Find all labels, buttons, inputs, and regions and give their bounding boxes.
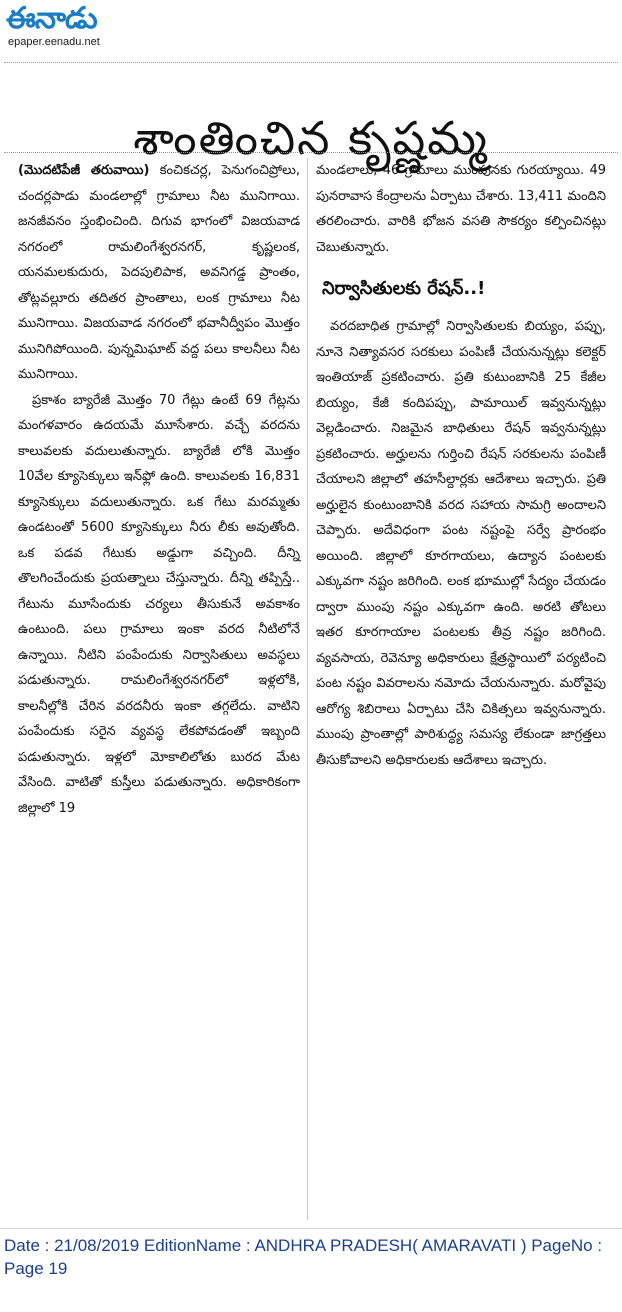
edition-footer: Date : 21/08/2019 EditionName : ANDHRA PRADESH( AMARAVATI ) PageNo : Page 19 [4, 1236, 603, 1278]
article-headline: శాంతించిన కృష్ణమ్మ [133, 110, 489, 165]
article-column-right [316, 158, 606, 773]
column-divider [307, 158, 308, 1220]
article-subheading: నిర్వాసితులకు రేషన్..! [322, 278, 486, 299]
article-column-left [18, 158, 300, 821]
continuation-tag: (మొదటిపేజీ తరువాయి) [18, 163, 150, 178]
paragraph-1-text: కంచికచర్ల, పెనుగంచిప్రోలు, చందర్లపాడు మండలాల్లో గ్రామాలు నీట మునిగాయి. జనజీవనం స్తంభించింది. దిగువ భాగంలో విజయవాడ నగరంలో రామలింగేశ్వరనగర్, కృష్ణలంక, యనమలకుదురు, పెదపులిపాక, అవనిగడ్డ ప్రాంతం, తోట్లవల్లూరు తదితర ప్రాంతాలు, లంక గ్రామాలు నీట మునిగాయి. విజయవాడ నగరంలో భవానీద్వీపం మొత్తం మునిగిపోయింది. పున్నమిఘాట్ వద్ద పలు కాలనీలు నీట మునిగాయి. [18, 163, 300, 382]
headline-divider [4, 152, 618, 153]
masthead-divider [4, 62, 618, 63]
paragraph-2: ప్రకాశం బ్యారేజీ మొత్తం 70 గేట్లు ఉంటే 69 గేట్లను మంగళవారం ఉదయమే మూసేశారు. వచ్చే వరదను కాలువలకు వదులుతున్నారు. బ్యారేజీ లోకి మొత్తం 10వేల క్యూసెక్కులు ఇన్‌ఫ్లో ఉంది. కాలువలకు 16,831 క్యూసెక్కులు వదులుతున్నారు. ఒక గేటు మరమ్మతు ఉండటంతో 5600 క్యూసెక్కులు నీరు లీకు అవుతోంది. ఒక పడవ గేటుకు అడ్డుగా వచ్చింది. దీన్ని తొలగించేందుకు ప్రయత్నాలు చేస్తున్నారు. దీన్ని తప్పిస్తే.. గేటును మూసేందుకు చర్యలు తీసుకునే అవకాశం ఉంటుంది. పలు గ్రామాలు ఇంకా వరద నీటిలోనే ఉన్నాయి. నీటిని పంపేందుకు నిర్వాసితులు అవస్థలు పడుతున్నారు. రామలింగేశ్వరనగర్‌లో ఇళ్లలోకి, కాలనీల్లోకి చేరిన వరదనీరు ఇంకా తగ్గలేదు. వాటిని పంపేందుకు సరైన వ్యవస్థ లేకపోవడంతో ఇబ్బంది పడుతున్నారు. ఇళ్లలో మోకాలిలోతు బురద మేట వేసింది. వాటితో కుస్తీలు పడుతున్నారు. అధికారికంగా జిల్లాలో 19 [18, 392, 300, 816]
epaper-url: epaper.eenadu.net [8, 36, 100, 48]
logo-wordmark: ఈనాడు [6, 1, 97, 36]
paragraph-3: మండలాలు, 46 గ్రామాలు ముంపునకు గురయ్యాయి. 49 పునరావాస కేంద్రాలను ఏర్పాటు చేశారు. 13,411 మందిని తరలించారు. వారికి భోజన వసతి సౌకర్యం కల్పించినట్లు చెబుతున్నారు. [316, 163, 606, 255]
eenadu-logo[interactable] [6, 2, 166, 54]
paragraph-1 [18, 158, 300, 388]
footer-divider [0, 1228, 622, 1229]
paragraph-4: వరదబాధిత గ్రామాల్లో నిర్వాసితులకు బియ్యం, పప్పు, నూనె నిత్యావసర సరకులు పంపిణీ చేయనున్నట్లు కలెక్టర్ ఇంతియాజ్ ప్రకటించారు. ప్రతి కుటుంబానికి 25 కేజీల బియ్యం, కేజీ కందిపప్పు, పామాయిల్ ఇవ్వనున్నట్లు వెల్లడించారు. నిజమైన బాధితులు రేషన్ ఇవ్వనున్నట్లు ప్రకటించారు. అర్హులను గుర్తించి రేషన్ సరకులను పంపిణీ చేయాలని జిల్లాలో తహసీల్దార్లకు ఆదేశాలు ఇచ్చారు. ప్రతి అర్హులైన కుంటుంబానికి వరద సహాయ సామగ్రి అందాలని చెప్పారు. అదేవిధంగా పంట నష్టంపై సర్వే ప్రారంభం అయింది. జిల్లాలో కూరగాయలు, ఉద్యాన పంటలకు ఎక్కువగా నష్టం జరిగింది. లంక భూముల్లో సేద్యం చేయడం ద్వారా ముంపు నష్టం ఎక్కువగా ఉంది. అరటి తోటలు ఇతర కూరగాయాల పంటలకు తీవ్ర నష్టం జరిగింది. వ్యవసాయ, రెవెన్యూ అధికారులు క్షేత్రస్థాయిలో పర్యటించి పంట నష్టం వివరాలను నమోదు చేయనున్నారు. మరోవైపు ఆరోగ్య శిబిరాలు ఏర్పాటు చేసి చికిత్సలు ఇవ్వనున్నారు. ముంపు ప్రాంతాల్లో పారిశుద్ధ్య సమస్య లేకుండా జాగ్రత్తలు తీసుకోవాలని అధికారులకు ఆదేశాలు ఇచ్చారు. [316, 319, 606, 768]
